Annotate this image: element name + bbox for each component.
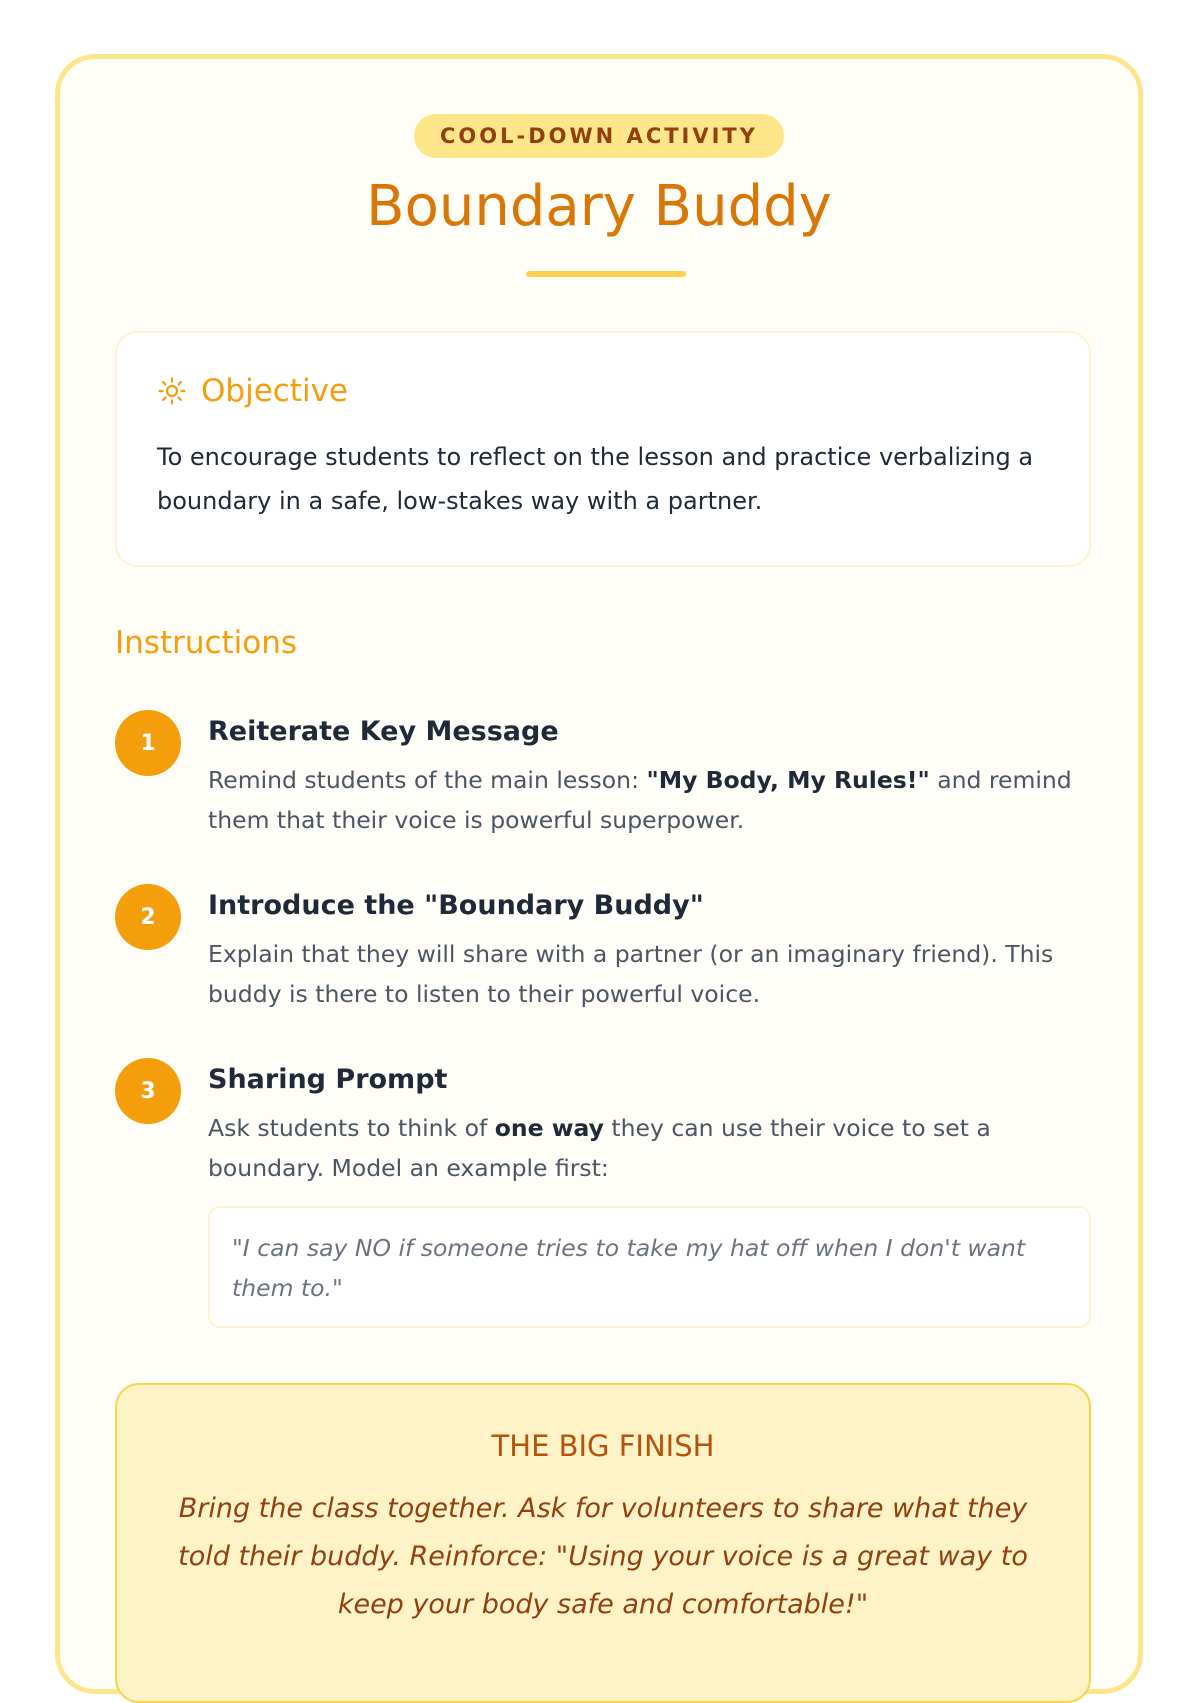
step-text-part: they can use their voice to set a boundary. Model an example first: (208, 1114, 991, 1182)
step-text (208, 760, 1091, 840)
step-body (208, 1058, 1091, 1328)
step-body (208, 884, 1091, 1014)
activity-card (55, 54, 1143, 1694)
step-title: Sharing Prompt (208, 1064, 448, 1095)
step-text-part: Remind students of the main lesson: (208, 766, 647, 794)
step-number-badge: 3 (115, 1058, 181, 1124)
step-body (208, 710, 1091, 840)
title-underline (526, 271, 686, 277)
step-text-part: Ask students to think of (208, 1114, 495, 1142)
objective-panel (115, 331, 1091, 567)
example-quote: "I can say NO if someone tries to take my hat off when I don't want them to." (208, 1206, 1091, 1328)
step-title: Introduce the "Boundary Buddy" (208, 890, 704, 921)
step-title: Reiterate Key Message (208, 716, 559, 747)
step-number-badge: 1 (115, 710, 181, 776)
step-number-badge: 2 (115, 884, 181, 950)
objective-header (157, 373, 1049, 409)
big-finish-heading: THE BIG FINISH (491, 1429, 715, 1463)
sun-icon (157, 376, 187, 406)
page-title: Boundary Buddy (366, 174, 832, 239)
step-text-emphasis: one way (494, 1114, 604, 1142)
activity-type-badge: COOL-DOWN ACTIVITY (414, 114, 784, 158)
big-finish-panel (115, 1383, 1091, 1703)
step-text-part: and remind them that their voice is powerful superpower. (208, 766, 1072, 834)
objective-text: To encourage students to reflect on the lesson and practice verbalizing a boundary in a safe, low-stakes way with a partner. (157, 443, 1034, 515)
step-text: Explain that they will share with a partner (or an imaginary friend). This buddy is there to listen to their powerful voice. (208, 940, 1054, 1008)
badge-container (60, 114, 1138, 158)
step-text (208, 1108, 1091, 1188)
instructions-heading: Instructions (115, 625, 298, 661)
big-finish-text: Bring the class together. Ask for volunteers to share what they told their buddy. Reinforce: "Using your voice is a great way to keep your body safe and comfortable!" (178, 1493, 1028, 1620)
step-text-emphasis: "My Body, My Rules!" (646, 766, 930, 794)
objective-heading: Objective (201, 373, 348, 409)
